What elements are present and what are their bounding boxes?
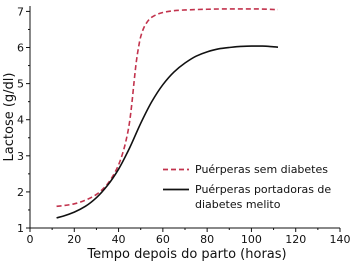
y-tick-label: 7 bbox=[17, 5, 24, 19]
legend-label-sem-diabetes: Puérperas sem diabetes bbox=[195, 163, 328, 176]
data-point-puerperas-portadoras-de-diabetes-melito bbox=[56, 217, 58, 219]
data-point-puerperas-sem-diabetes bbox=[162, 11, 164, 13]
data-point-puerperas-sem-diabetes bbox=[95, 193, 97, 195]
data-point-puerperas-portadoras-de-diabetes-melito bbox=[184, 62, 186, 64]
data-point-puerperas-sem-diabetes bbox=[73, 203, 75, 205]
legend-item-diabetes-melito bbox=[163, 182, 345, 212]
data-point-puerperas-portadoras-de-diabetes-melito bbox=[62, 215, 64, 217]
data-point-puerperas-sem-diabetes bbox=[206, 8, 208, 10]
data-point-puerperas-portadoras-de-diabetes-melito bbox=[140, 122, 142, 124]
y-tick-label: 1 bbox=[17, 222, 24, 235]
data-point-puerperas-sem-diabetes bbox=[126, 133, 128, 135]
x-tick-label: 40 bbox=[111, 233, 126, 246]
data-point-puerperas-sem-diabetes bbox=[228, 8, 230, 10]
data-point-puerperas-sem-diabetes bbox=[62, 205, 64, 207]
y-tick-label: 6 bbox=[17, 41, 24, 55]
y-tick-label: 2 bbox=[17, 185, 24, 199]
legend-swatch-solid bbox=[163, 182, 189, 197]
data-point-puerperas-sem-diabetes bbox=[84, 199, 86, 201]
data-point-puerperas-sem-diabetes bbox=[144, 24, 146, 26]
data-point-puerperas-sem-diabetes bbox=[133, 81, 135, 83]
data-point-puerperas-portadoras-de-diabetes-melito bbox=[129, 147, 131, 149]
data-point-puerperas-sem-diabetes bbox=[131, 102, 133, 104]
data-point-puerperas-portadoras-de-diabetes-melito bbox=[228, 47, 230, 49]
legend-item-sem-diabetes bbox=[163, 162, 345, 177]
y-tick-label: 4 bbox=[17, 113, 24, 127]
legend-label-diabetes-melito: Puérperas portadoras de diabetes melito bbox=[195, 183, 332, 211]
data-point-puerperas-portadoras-de-diabetes-melito bbox=[73, 211, 75, 213]
data-point-puerperas-portadoras-de-diabetes-melito bbox=[206, 51, 208, 53]
x-tick-label: 100 bbox=[240, 233, 262, 246]
legend-swatch-dashed bbox=[163, 162, 189, 177]
data-point-puerperas-portadoras-de-diabetes-melito bbox=[151, 101, 153, 103]
data-point-puerperas-sem-diabetes bbox=[138, 47, 140, 49]
x-axis-label: Tempo depois do parto (horas) bbox=[87, 247, 287, 262]
y-tick-label: 5 bbox=[17, 77, 24, 91]
x-tick-label: 60 bbox=[155, 233, 170, 246]
data-point-puerperas-sem-diabetes bbox=[122, 151, 124, 153]
data-point-puerperas-portadoras-de-diabetes-melito bbox=[84, 205, 86, 207]
data-point-puerperas-portadoras-de-diabetes-melito bbox=[262, 45, 264, 47]
data-point-puerperas-sem-diabetes bbox=[173, 10, 175, 12]
data-point-puerperas-sem-diabetes bbox=[184, 9, 186, 11]
data-point-puerperas-sem-diabetes bbox=[250, 8, 252, 10]
data-point-puerperas-sem-diabetes bbox=[277, 9, 279, 11]
x-tick-label: 140 bbox=[329, 233, 351, 246]
data-point-puerperas-sem-diabetes bbox=[56, 205, 58, 207]
data-point-puerperas-portadoras-de-diabetes-melito bbox=[217, 48, 219, 50]
x-tick-label: 20 bbox=[67, 233, 82, 246]
data-point-puerperas-sem-diabetes bbox=[140, 36, 142, 38]
x-tick-label: 120 bbox=[285, 233, 307, 246]
data-point-puerperas-portadoras-de-diabetes-melito bbox=[118, 168, 120, 170]
data-point-puerperas-portadoras-de-diabetes-melito bbox=[173, 71, 175, 73]
y-tick-label: 3 bbox=[17, 149, 24, 163]
data-point-puerperas-sem-diabetes bbox=[118, 164, 120, 166]
x-tick-label: 0 bbox=[26, 233, 34, 246]
data-point-puerperas-portadoras-de-diabetes-melito bbox=[162, 84, 164, 86]
x-tick-label: 80 bbox=[200, 233, 215, 246]
data-point-puerperas-portadoras-de-diabetes-melito bbox=[250, 45, 252, 47]
legend bbox=[163, 162, 345, 217]
data-point-puerperas-portadoras-de-diabetes-melito bbox=[95, 197, 97, 199]
y-axis-label: Lactose (g/dl) bbox=[2, 72, 17, 162]
data-point-puerperas-portadoras-de-diabetes-melito bbox=[195, 55, 197, 57]
data-point-puerperas-portadoras-de-diabetes-melito bbox=[277, 46, 279, 48]
data-point-puerperas-sem-diabetes bbox=[151, 16, 153, 18]
data-point-puerperas-sem-diabetes bbox=[129, 121, 131, 123]
data-point-puerperas-portadoras-de-diabetes-melito bbox=[239, 45, 241, 47]
data-point-puerperas-sem-diabetes bbox=[135, 61, 137, 63]
data-point-puerperas-portadoras-de-diabetes-melito bbox=[273, 46, 275, 48]
data-point-puerperas-portadoras-de-diabetes-melito bbox=[107, 184, 109, 186]
